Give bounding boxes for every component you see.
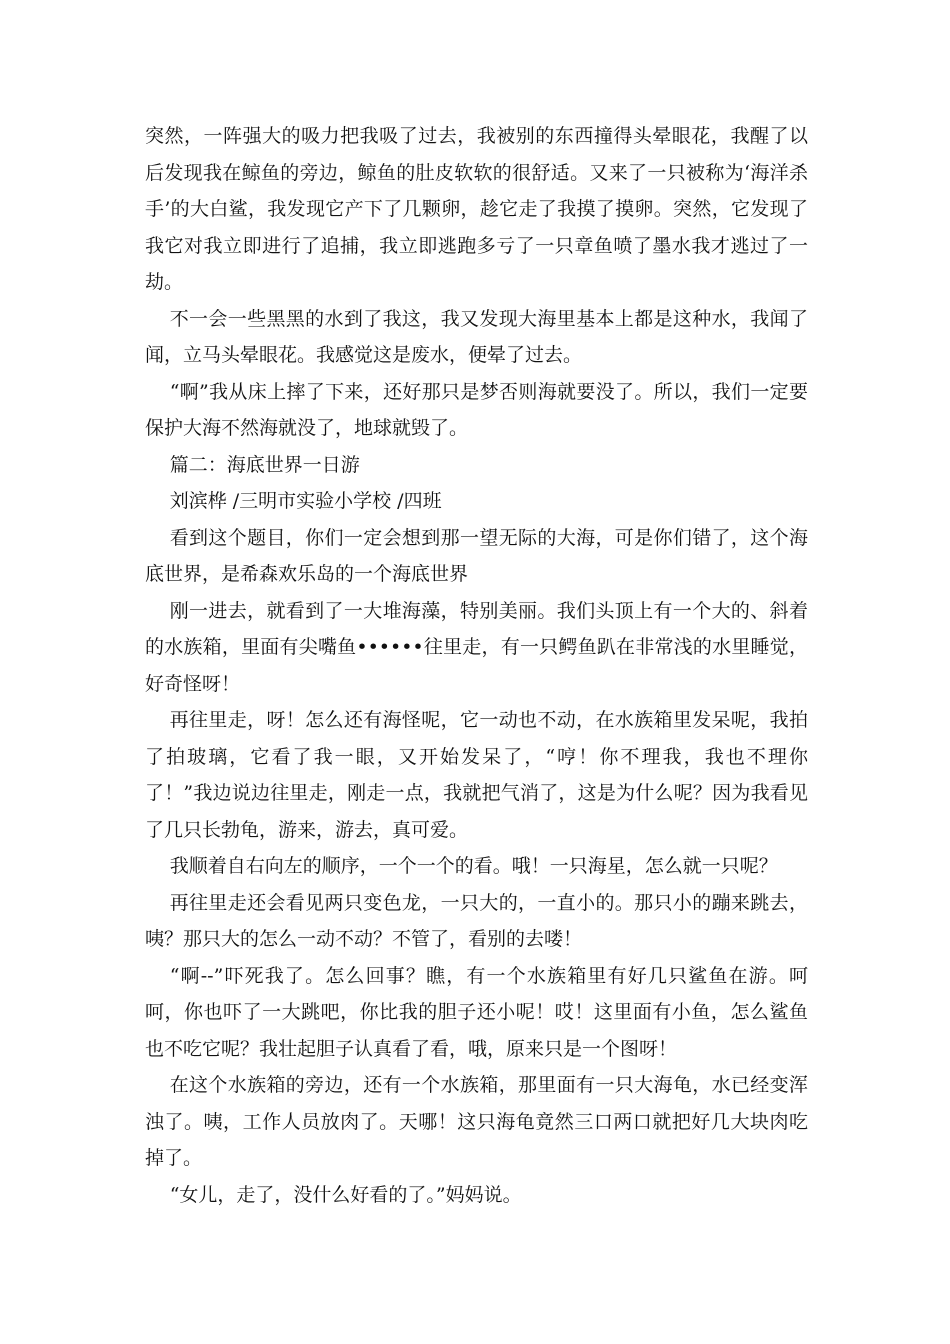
author-line: 刘滨桦 /三明市实验小学校 /四班 <box>169 490 442 512</box>
paragraph-whale-shark: 突然，一阵强大的吸力把我吸了过去，我被别的东西撞得头晕眼花，我醒了以后发现我在鲸鱼的旁边，鲸鱼的肚皮软软的很舒适。又来了一只被称为‘海洋杀手’的大白鲨，我发现它产下了几颗卵，趁它走了我摸了摸卵。突然，它发现了我它对我立即进行了追捕，我立即逃跑多亏了一只章鱼喷了墨水我才逃过了一劫。 <box>145 125 808 293</box>
paragraph-entrance: 刚一进去，就看到了一大堆海藻，特别美丽。我们头顶上有一个大的、斜着的水族箱，里面有尖嘴鱼••••••往里走，有一只鳄鱼趴在非常浅的水里睡觉，好奇怪呀！ <box>145 599 808 695</box>
paragraph-mom-says: “女儿，走了，没什么好看的了。”妈妈说。 <box>169 1183 522 1206</box>
paragraph-sea-monster: 再往里走，呀！怎么还有海怪呢，它一动也不动，在水族箱里发呆呢，我拍了拍玻璃，它看了我一眼，又开始发呆了，“哼！你不理我，我也不理你了！”我边说边往里走，刚走一点，我就把气消了，这是为什么呢？因为我看见了几只长勃龟，游来，游去，真可爱。 <box>145 709 808 841</box>
paragraph-dirty-water: 不一会一些黑黑的水到了我这，我又发现大海里基本上都是这种水，我闻了闻，立马头晕眼花。我感觉这是废水，便晕了过去。 <box>145 307 808 366</box>
paragraph-sea-turtle: 在这个水族箱的旁边，还有一个水族箱，那里面有一只大海龟，水已经变浑浊了。咦，工作人员放肉了。天哪！这只海龟竟然三口两口就把好几大块肉吃掉了。 <box>145 1074 808 1169</box>
paragraph-chameleon: 再往里走还会看见两只变色龙，一只大的，一直小的。那只小的蹦来跳去，咦？那只大的怎么一动不动？不管了，看别的去喽！ <box>145 891 808 950</box>
paragraph-wake-up: “啊”我从床上摔了下来，还好那只是梦否则海就要没了。所以，我们一定要保护大海不然海就没了，地球就毁了。 <box>145 380 808 439</box>
section-title: 篇二：海底世界一日游 <box>169 453 360 476</box>
paragraph-intro: 看到这个题目，你们一定会想到那一望无际的大海，可是你们错了，这个海底世界，是希森欢乐岛的一个海底世界 <box>145 526 808 585</box>
paragraph-sharks: “啊--”吓死我了。怎么回事？瞧，有一个水族箱里有好几只鲨鱼在游。呵呵，你也吓了一大跳吧，你比我的胆子还小呢！哎！这里面有小鱼，怎么鲨鱼也不吃它呢？我壮起胆子认真看了看，哦，原来只是一个图呀！ <box>145 964 808 1060</box>
paragraph-starfish: 我顺着自右向左的顺序，一个一个的看。哦！一只海星，怎么就一只呢？ <box>169 855 778 877</box>
document-body <box>145 118 808 1213</box>
